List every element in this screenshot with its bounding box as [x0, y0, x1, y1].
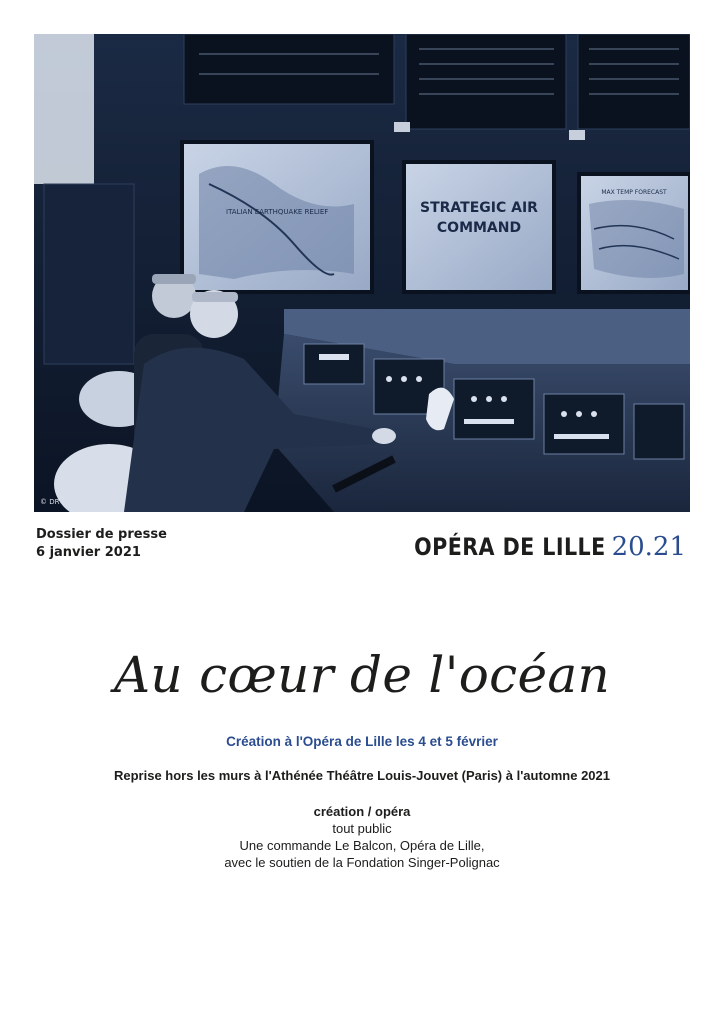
screen-center-line2: COMMAND: [436, 220, 522, 236]
page-title: Au cœur de l'océan: [114, 646, 610, 704]
screen-center-line1: STRATEGIC AIR: [420, 200, 538, 216]
screen-left-label: ITALIAN EARTHQUAKE RELIEF: [226, 208, 329, 216]
photo-credit: © DR: [40, 498, 60, 506]
press-block: [36, 526, 167, 562]
brand-name: OPÉRA DE LILLE: [414, 533, 606, 561]
screen-right-label: MAX TEMP FORECAST: [601, 189, 667, 196]
brand-logo: [383, 532, 686, 562]
brand-season: 20.21: [611, 532, 686, 562]
control-room-illustration: [34, 34, 690, 512]
commission-line: Une commande Le Balcon, Opéra de Lille,: [239, 838, 485, 853]
press-label: Dossier de presse: [36, 527, 167, 542]
creation-subtitle: Création à l'Opéra de Lille les 4 et 5 février: [226, 734, 498, 749]
cover-photo: [34, 34, 690, 512]
press-date: 6 janvier 2021: [36, 545, 141, 560]
production-info: [0, 803, 724, 871]
audience-line: tout public: [332, 821, 392, 836]
reprise-line: Reprise hors les murs à l'Athénée Théâtre Louis-Jouvet (Paris) à l'automne 2021: [113, 768, 610, 783]
genre-line: création / opéra: [313, 804, 411, 819]
support-line: avec le soutien de la Fondation Singer-Polignac: [224, 855, 500, 870]
